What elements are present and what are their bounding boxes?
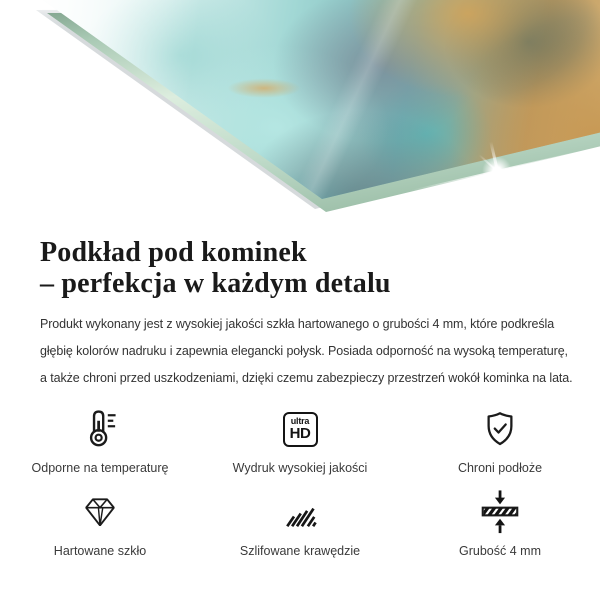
feature-label: Odporne na temperaturę (31, 461, 169, 475)
feature-label: Chroni podłoże (457, 461, 543, 475)
feature-polished-edges (200, 487, 400, 560)
product-description-section (0, 237, 600, 392)
polished-edges-icon (282, 487, 318, 537)
page-title (40, 237, 560, 299)
thermometer-icon (78, 404, 122, 454)
feature-protects-surface (400, 404, 600, 477)
product-image (0, 0, 600, 232)
description-line: Produkt wykonany jest z wysokiej jakości szkła hartowanego o grubości 4 mm, które podkreśla (40, 317, 555, 331)
title-line-2: – perfekcja w każdym detalu (40, 268, 391, 299)
title-line-1: Podkład pod kominek (40, 237, 307, 268)
diamond-icon (81, 487, 119, 537)
feature-label: Grubość 4 mm (459, 544, 541, 558)
ultra-hd-badge-top: ultra (290, 416, 310, 426)
product-description (40, 311, 573, 392)
features-grid (0, 404, 600, 560)
description-line: głębię kolorów nadruku i zapewnia elegancki połysk. Posiada odporność na wysoką temperaturę, (40, 344, 568, 358)
feature-thickness (400, 487, 600, 560)
shield-check-icon (479, 404, 521, 454)
description-line: a także chroni przed uszkodzeniami, dzięki czemu zabezpieczy przestrzeń wokół kominka na lata. (40, 371, 573, 385)
feature-label: Hartowane szkło (53, 544, 147, 558)
feature-tempered-glass (0, 487, 200, 560)
feature-label: Wydruk wysokiej jakości (232, 461, 368, 475)
feature-label: Szlifowane krawędzie (239, 544, 361, 558)
ultra-hd-icon (283, 404, 318, 454)
ultra-hd-badge-bottom: HD (289, 425, 311, 442)
thickness-icon (477, 487, 523, 537)
feature-temperature-resistant (0, 404, 200, 477)
feature-high-quality-print (200, 404, 400, 477)
